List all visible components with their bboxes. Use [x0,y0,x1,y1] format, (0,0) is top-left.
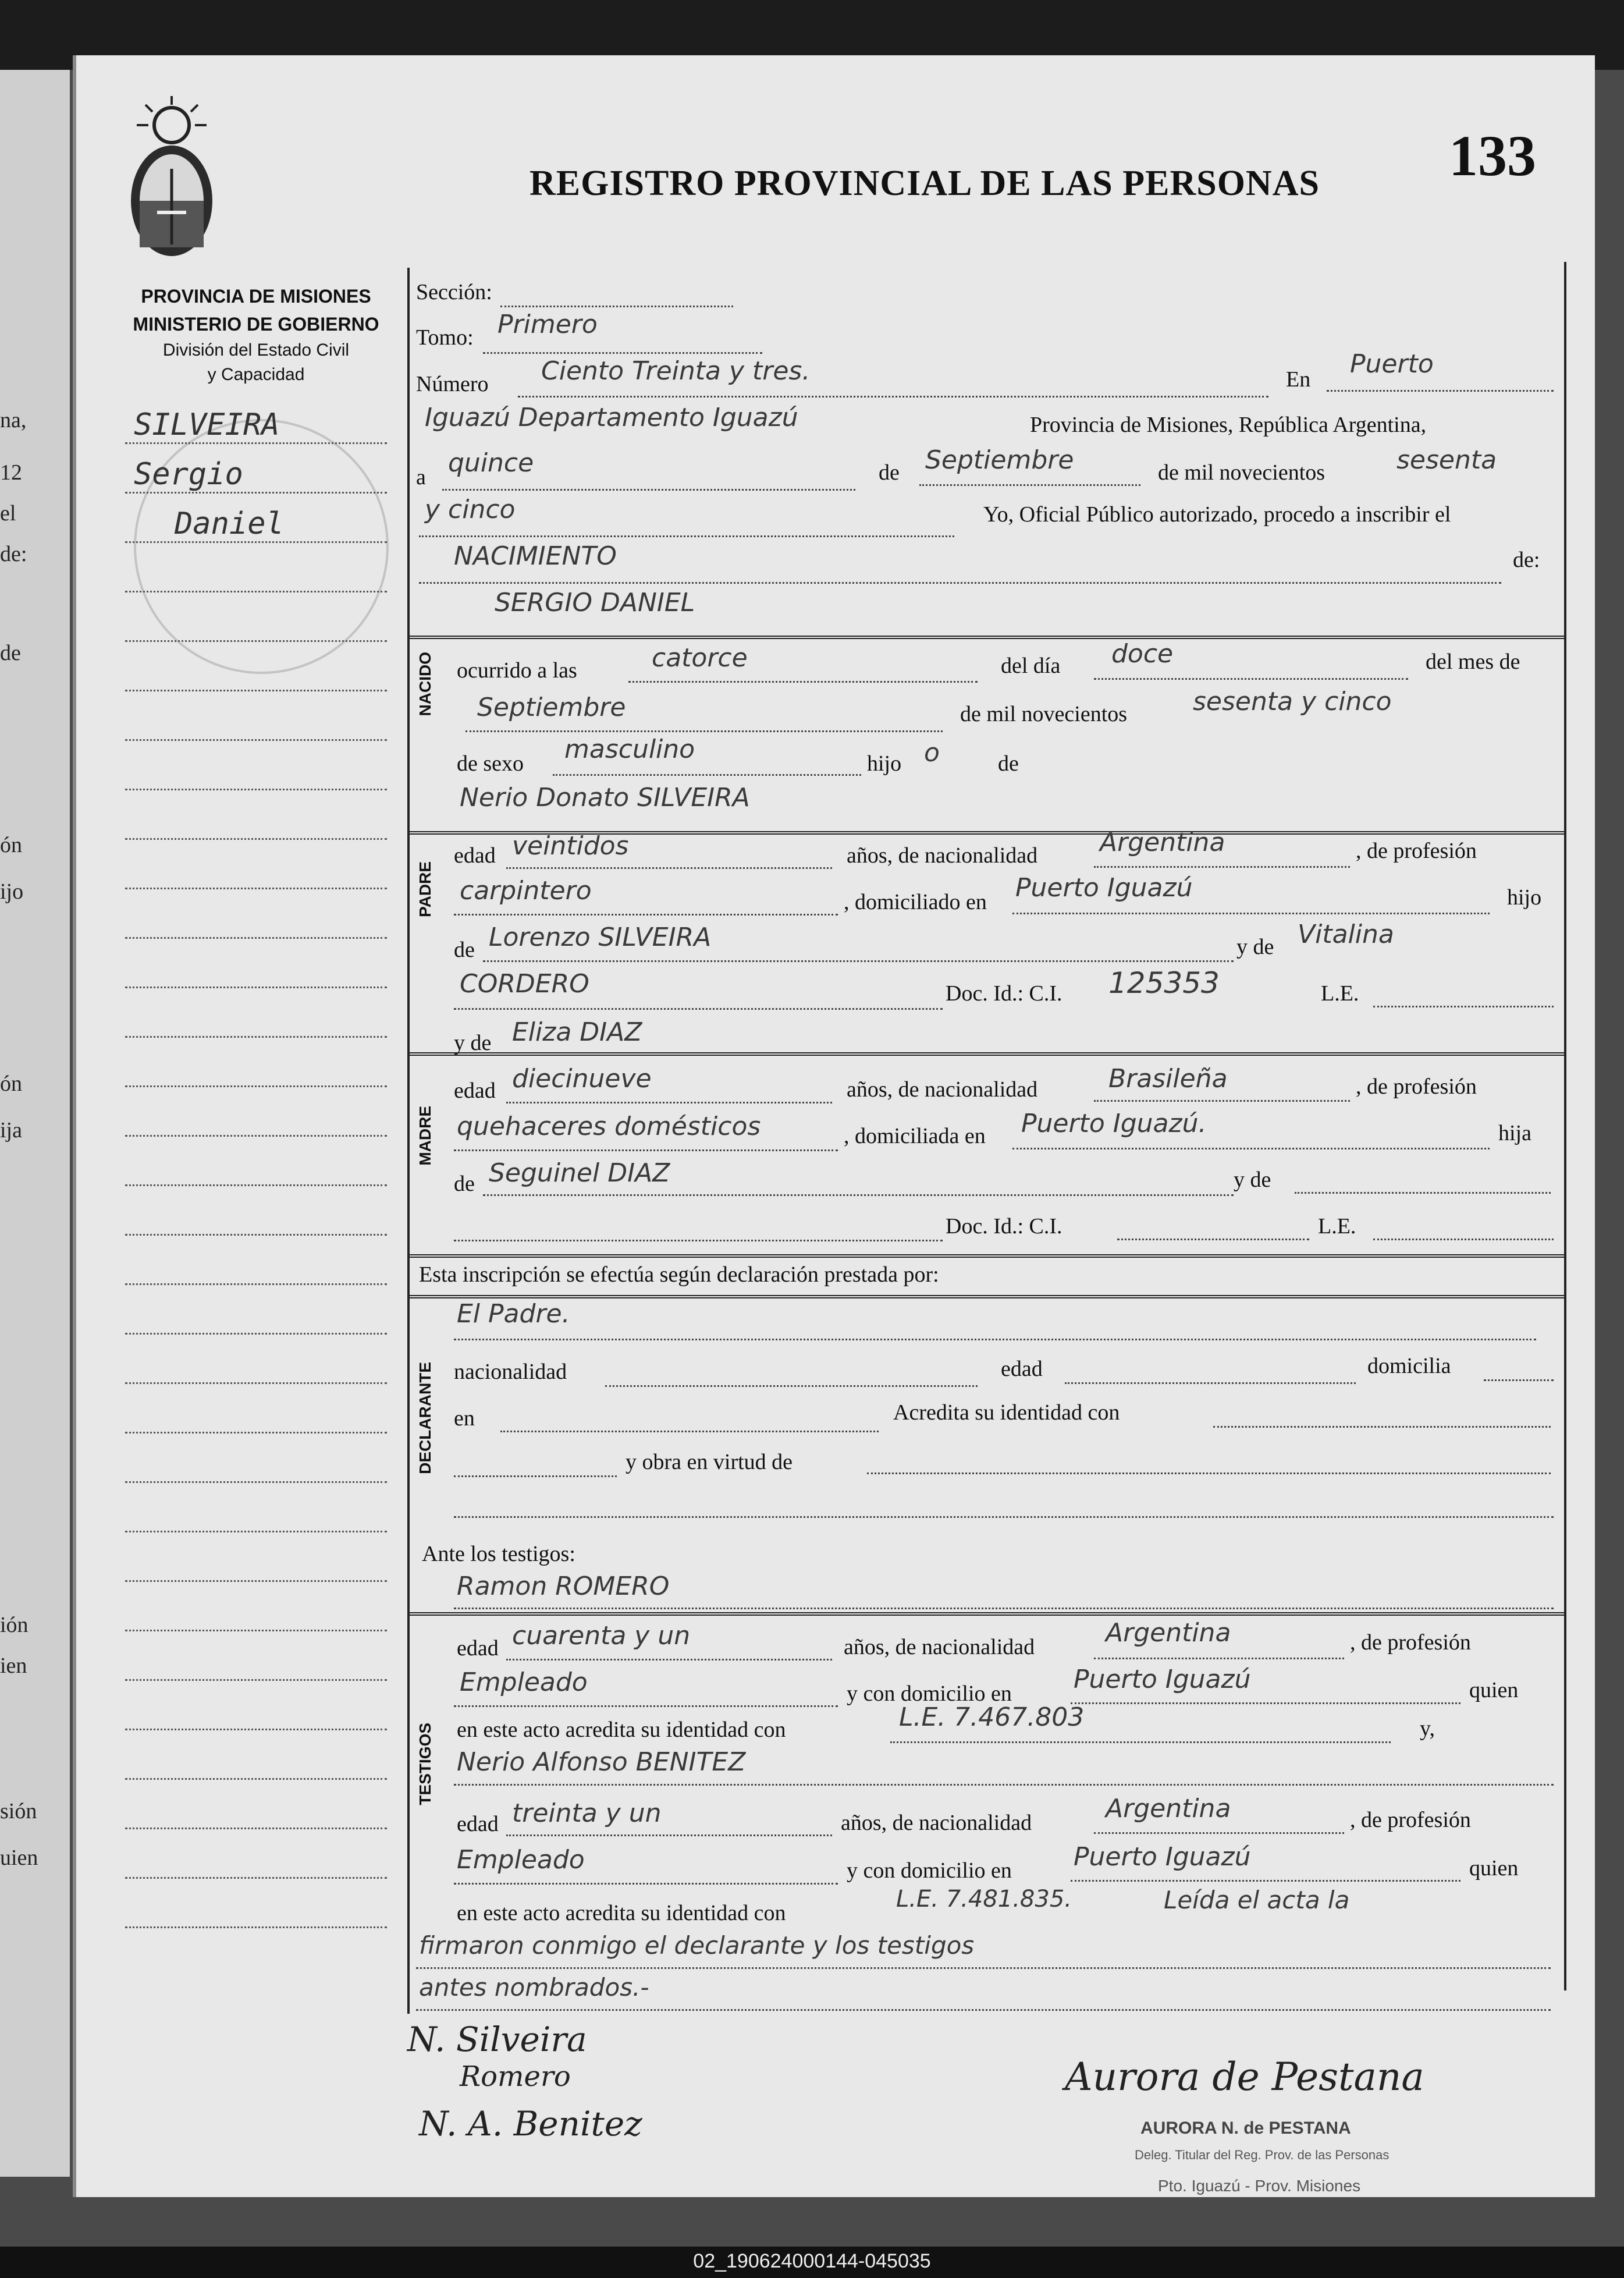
father-dom-label: , domiciliado en [844,890,987,914]
image-id: 02_190624000144-045035 [693,2250,931,2272]
seccion-line [500,306,733,307]
tomo-line [483,352,762,354]
act-type: NACIMIENTO [454,541,617,571]
hijo-label: hijo [867,751,902,776]
decl-obra-pre-line [454,1475,617,1477]
birth-hour: catorce [652,643,748,673]
section-divider [407,1612,1565,1616]
witness-2-document: L.E. 7.481.835. [896,1886,1072,1912]
margin-line [125,1085,387,1087]
maternal-gm-line [1295,1192,1551,1194]
mother-nat-line [1094,1100,1350,1102]
province-name: PROVINCIA DE MISIONES [141,286,371,307]
w2-acredita-label: en este acto acredita su identidad con [457,1901,786,1925]
witness-2-age: treinta y un [512,1798,662,1828]
division-line-1: División del Estado Civil [162,340,350,360]
maternal-grandfather: Seguinel DIAZ [489,1158,670,1188]
mother-nationality: Brasileña [1108,1064,1228,1094]
en-label: En [1286,367,1311,392]
margin-line [125,1135,387,1137]
mother-doc-pre-line [454,1240,943,1241]
paternal-grandmother: Vitalina [1298,920,1394,949]
declarante-line [454,1339,1536,1340]
w1-dom-label: y con domicilio en [847,1681,1012,1706]
mother-nac-label: años, de nacionalidad [847,1077,1038,1102]
nacido-label: NACIDO [416,652,434,716]
decl-nac-label: nacionalidad [454,1360,567,1384]
de-label: de [879,460,900,485]
w1-doc-line [890,1741,1391,1743]
witness-2-nationality: Argentina [1106,1794,1231,1823]
witness-2-name: Nerio Alfonso BENITEZ [457,1747,746,1777]
witness-2-name-line [454,1784,1554,1786]
witness-1-document: L.E. 7.467.803 [899,1702,1085,1732]
margin-line [125,888,387,889]
signature-declarant: N. Silveira [407,2020,587,2059]
hijo-suffix: o [924,738,940,768]
section-divider [407,1052,1565,1056]
section-divider [407,1295,1565,1298]
sexo-label: de sexo [457,751,524,776]
grandmother-line [454,1008,943,1010]
section-divider [407,636,1565,639]
w1-nat-line [1094,1658,1344,1659]
official-stamp-name: AURORA N. de PESTANA [1140,2119,1351,2138]
mother-dom-label: , domiciliada en [844,1124,986,1148]
year-of-act: sesenta [1396,445,1497,475]
w2-edad-label: edad [457,1812,499,1836]
father-profession: carpintero [460,876,592,906]
margin-line [125,1828,387,1829]
margin-line [125,1283,387,1285]
mother-age: diecinueve [512,1064,652,1094]
coat-of-arms-icon [122,93,221,268]
closing-line-1 [416,1967,1551,1969]
margin-line [125,1630,387,1631]
mother-domicile: Puerto Iguazú. [1021,1109,1207,1138]
w2-dom-label: y con domicilio en [847,1858,1012,1883]
w2-nac-label: años, de nacionalidad [841,1811,1032,1835]
ministry-name: MINISTERIO DE GOBIERNO [133,314,379,335]
mother-doc-label: Doc. Id.: C.I. [946,1214,1062,1239]
w1-nac-label: años, de nacionalidad [844,1635,1035,1659]
margin-line [125,1234,387,1236]
seccion-label: Sección: [416,280,492,304]
father-prof-label: , de profesión [1356,839,1477,863]
mother-name: Eliza DIAZ [512,1017,642,1047]
month-line [919,484,1140,486]
paternal-grandfather: Lorenzo SILVEIRA [489,922,712,952]
division-line-2: y Capacidad [207,365,305,384]
birth-day: doce [1111,639,1174,669]
father-yde-label: y de [1236,935,1274,959]
left-fragment: ón [0,1071,22,1096]
father-prof-line [454,914,838,916]
witness-2-profession: Empleado [457,1845,585,1875]
mother-prof-label: , de profesión [1356,1074,1477,1099]
witness-1-nationality: Argentina [1106,1618,1231,1648]
witness-1-name-line [454,1608,1554,1609]
w2-dom-line [1071,1880,1460,1882]
father-nationality: Argentina [1100,828,1225,857]
margin-line [125,442,387,444]
mother-le-line [1373,1239,1554,1240]
margin-line [125,1333,387,1335]
w1-dom-line [1071,1702,1460,1704]
birth-month-line [465,730,943,732]
margin-line [125,838,387,840]
closing-text-2: firmaron conmigo el declarante y los testigos [419,1931,975,1960]
birth-month: Septiembre [477,693,626,722]
hour-line [628,681,978,683]
margin-line [125,690,387,691]
margin-line [125,1432,387,1433]
hijo-de-label: de [998,751,1019,776]
numero-line [518,396,1268,398]
left-fragment: ien [0,1653,27,1678]
left-fragment: sión [0,1799,37,1823]
issuing-authority [102,282,410,387]
witness-1-name: Ramon ROMERO [457,1571,670,1601]
section-divider [407,1254,1565,1258]
left-fragment: 12 [0,460,22,485]
margin-line [125,1036,387,1038]
w1-prof-label: , de profesión [1350,1630,1471,1655]
left-fragment: de: [0,542,27,566]
day-line [442,489,855,491]
father-nac-label: años, de nacionalidad [847,843,1038,868]
witness-1-age: cuarenta y un [512,1621,691,1651]
w2-prof-line [454,1883,838,1885]
paternal-grandmother-surname: CORDERO [460,969,589,999]
margin-line [125,541,387,543]
margin-line [125,1877,387,1879]
margin-line [125,1184,387,1186]
margin-line [125,739,387,741]
officer-text: Yo, Oficial Público autorizado, procedo a inscribir el [983,502,1451,527]
margin-surname: SILVEIRA [134,407,280,442]
father-name: Nerio Donato SILVEIRA [460,783,750,812]
declarante-value: El Padre. [457,1299,570,1329]
left-fragment: de [0,641,21,665]
margin-line [125,1679,387,1681]
father-edad-label: edad [454,843,496,868]
w1-y-label: y, [1420,1716,1435,1741]
margin-line [125,591,387,592]
mother-doc-line [1117,1239,1309,1240]
margin-line [125,789,387,790]
mother-prof-line [454,1149,838,1151]
father-doc-label: Doc. Id.: C.I. [946,981,1062,1006]
father-le-line [1373,1006,1554,1007]
decl-acredita-line [1213,1426,1551,1428]
sexo-line [553,774,861,776]
official-stamp-place: Pto. Iguazú - Prov. Misiones [1158,2177,1361,2195]
numero-label: Número [416,372,489,396]
closing-line-2 [416,2009,1551,2011]
declarante-label: DECLARANTE [416,1362,434,1474]
margin-line [125,1580,387,1582]
a-label: a [416,465,426,489]
father-de-label: de [454,938,475,962]
decl-domicilia-label: domicilia [1367,1354,1451,1378]
w1-prof-line [454,1705,838,1707]
year-label: de mil novecientos [1158,460,1326,485]
w1-edad-label: edad [457,1636,499,1660]
birth-year-label: de mil novecientos [960,702,1128,726]
margin-line [125,1531,387,1532]
margin-line [125,1382,387,1384]
closing-text-1: Leída el acta la [1164,1886,1350,1914]
mother-yde-label: y de [454,1031,492,1055]
w1-quien-label: quien [1469,1678,1519,1702]
grandfather-line [483,960,1234,962]
closing-text-3: antes nombrados.- [419,1973,649,2002]
left-fragment: na, [0,408,27,432]
child-name: SERGIO DANIEL [495,588,695,618]
left-fragment: el [0,501,16,526]
provincia-text: Provincia de Misiones, República Argentina, [1030,413,1427,437]
day-of-act: quince [448,448,534,478]
page-number: 133 [1449,123,1536,188]
margin-line [125,1778,387,1780]
left-fragment: ón [0,833,22,857]
official-stamp-title: Deleg. Titular del Reg. Prov. de las Personas [1135,2148,1390,2162]
padre-label: PADRE [416,861,434,917]
maternal-gf-line [483,1194,1234,1196]
de-colon: de: [1513,548,1540,572]
declarante-intro: Esta inscripción se efectúa según declaración prestada por: [419,1262,939,1287]
sexo-value: masculino [564,735,695,764]
left-page-edge [0,70,70,2177]
father-dom-line [1012,913,1490,914]
witness-2-domicile: Puerto Iguazú [1074,1842,1251,1872]
mother-dom-line [1012,1148,1490,1149]
signature-witness-1: Romero [460,2060,571,2093]
mother-hija-label: hija [1498,1121,1531,1145]
margin-second-name: Daniel [175,506,284,541]
mother-age-line [506,1102,832,1103]
act-type-line [419,582,1501,584]
margin-line [125,1481,387,1483]
father-age: veintidos [512,831,629,861]
w2-quien-label: quien [1469,1856,1519,1880]
mother-le-label: L.E. [1318,1214,1356,1239]
w2-prof-label: , de profesión [1350,1808,1471,1832]
year-cont-line [419,535,954,537]
father-domicile: Puerto Iguazú [1015,873,1193,903]
left-fragment: ija [0,1118,22,1142]
decl-dom-line [1484,1379,1554,1381]
margin-line [125,492,387,494]
year-continuation: y cinco [425,495,516,524]
decl-nac-line [605,1385,978,1387]
tomo-label: Tomo: [416,325,474,350]
birth-year: sesenta y cinco [1193,687,1392,716]
father-nat-line [1094,866,1350,868]
mother-de-label: de [454,1172,475,1196]
ocurrido-label: ocurrido a las [457,658,577,683]
w2-nat-line [1094,1832,1344,1834]
testigos-label: TESTIGOS [416,1723,434,1805]
dia-label: del día [1001,654,1061,678]
page-title: REGISTRO PROVINCIAL DE LAS PERSONAS [530,164,1320,203]
signature-witness-2: N. A. Benitez [419,2104,642,2144]
form-frame-left [407,268,410,2014]
w1-acredita-label: en este acto acredita su identidad con [457,1718,786,1742]
mes-label: del mes de [1426,650,1520,674]
decl-edad-line [1065,1382,1356,1384]
decl-acredita-label: Acredita su identidad con [893,1400,1120,1425]
place-value: Puerto [1350,349,1434,379]
form-frame-right [1564,262,1566,1990]
left-fragment: uien [0,1846,38,1870]
margin-line [125,640,387,642]
month-of-act: Septiembre [925,445,1074,475]
margin-line [125,937,387,939]
testigos-intro: Ante los testigos: [422,1542,575,1566]
witness-1-profession: Empleado [460,1667,588,1697]
mother-yde2-label: y de [1234,1168,1271,1192]
place-line [1327,390,1554,392]
decl-obra-label: y obra en virtud de [626,1450,793,1474]
numero-value: Ciento Treinta y tres. [541,356,811,386]
signature-official: Aurora de Pestana [1065,2055,1424,2099]
w1-age-line [506,1659,832,1660]
margin-line [125,1729,387,1730]
father-age-line [506,867,832,869]
mother-profession: quehaceres domésticos [457,1112,761,1141]
decl-extra-line [454,1516,1554,1518]
birth-day-line [1094,678,1408,680]
decl-en-line [500,1431,879,1432]
decl-en-label: en [454,1406,475,1431]
margin-first-name: Sergio [134,457,243,492]
margin-line [125,987,387,988]
left-fragment: ión [0,1613,29,1637]
left-fragment: ijo [0,879,24,904]
decl-edad-label: edad [1001,1357,1043,1381]
place-continuation: Iguazú Departamento Iguazú [425,403,798,432]
margin-line [125,1926,387,1928]
father-doc-number: 125353 [1108,966,1220,1000]
madre-label: MADRE [416,1106,434,1166]
mother-edad-label: edad [454,1078,496,1103]
tomo-value: Primero [497,310,598,339]
witness-1-domicile: Puerto Iguazú [1074,1665,1251,1694]
father-le-label: L.E. [1321,981,1359,1006]
w2-age-line [506,1835,832,1836]
father-hijo-label: hijo [1507,885,1542,910]
decl-obra-line [867,1472,1551,1474]
